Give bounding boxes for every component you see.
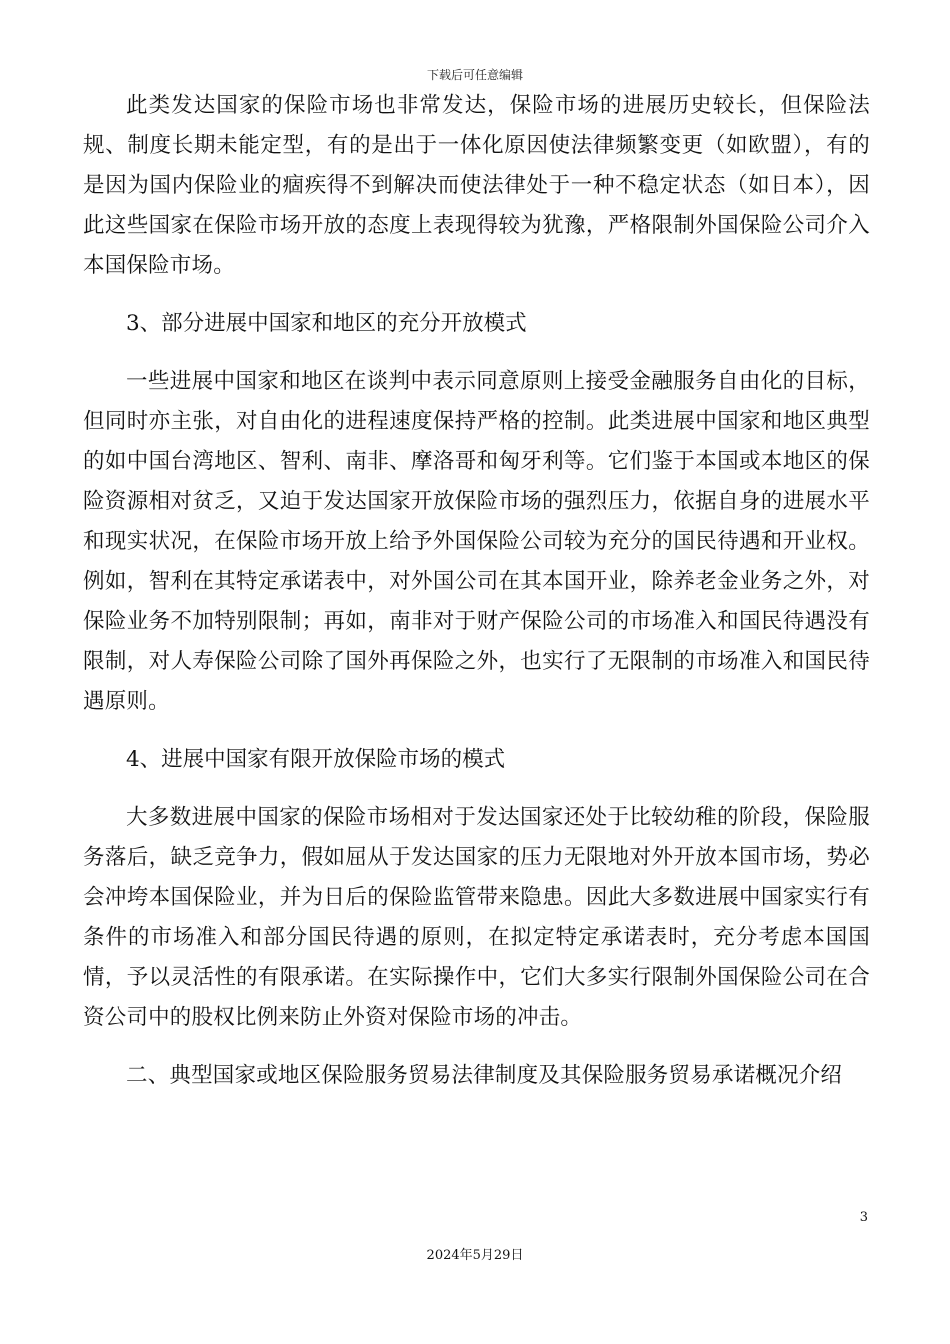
- paragraph: 大多数进展中国家的保险市场相对于发达国家还处于比较幼稚的阶段，保险服务落后，缺乏竞争力，假如屈从于发达国家的压力无限地对外开放本国市场，势必会冲垮本国保险业，并为日后的保险监管带来隐患。因此大多数进展中国家实行有条件的市场准入和部分国民待遇的原则，在拟定特定承诺表时，充分考虑本国国情，予以灵活性的有限承诺。在实际操作中，它们大多实行限制外国保险公司在合资公司中的股权比例来防止外资对保险市场的冲击。: [83, 805, 870, 1030]
- section-heading: 3、部分进展中国家和地区的充分开放模式: [126, 311, 527, 336]
- section-heading: 4、进展中国家有限开放保险市场的模式: [126, 747, 506, 772]
- document-body: [83, 86, 870, 1114]
- page-number: 3: [859, 1210, 868, 1225]
- paragraph: 此类发达国家的保险市场也非常发达，保险市场的进展历史较长，但保险法规、制度长期未能定型，有的是出于一体化原因使法律频繁变更（如欧盟），有的是因为国内保险业的痼疾得不到解决而使法律处于一种不稳定状态（如日本），因此这些国家在保险市场开放的态度上表现得较为犹豫，严格限制外国保险公司介入本国保险市场。: [83, 93, 870, 278]
- chapter-heading: 二、典型国家或地区保险服务贸易法律制度及其保险服务贸易承诺概况介绍: [126, 1063, 843, 1088]
- page-header: 下载后可任意编辑: [426, 68, 523, 82]
- page-footer-date: 2024年5月29日: [426, 1248, 524, 1263]
- paragraph: 一些进展中国家和地区在谈判中表示同意原则上接受金融服务自由化的目标，但同时亦主张，对自由化的进程速度保持严格的控制。此类进展中国家和地区典型的如中国台湾地区、智利、南非、摩洛哥和匈牙利等。它们鉴于本国或本地区的保险资源相对贫乏，又迫于发达国家开放保险市场的强烈压力，依据自身的进展水平和现实状况，在保险市场开放上给予外国保险公司较为充分的国民待遇和开业权。例如，智利在其特定承诺表中，对外国公司在其本国开业，除养老金业务之外，对保险业务不加特别限制；再如，南非对于财产保险公司的市场准入和国民待遇没有限制，对人寿保险公司除了国外再保险之外，也实行了无限制的市场准入和国民待遇原则。: [83, 369, 870, 714]
